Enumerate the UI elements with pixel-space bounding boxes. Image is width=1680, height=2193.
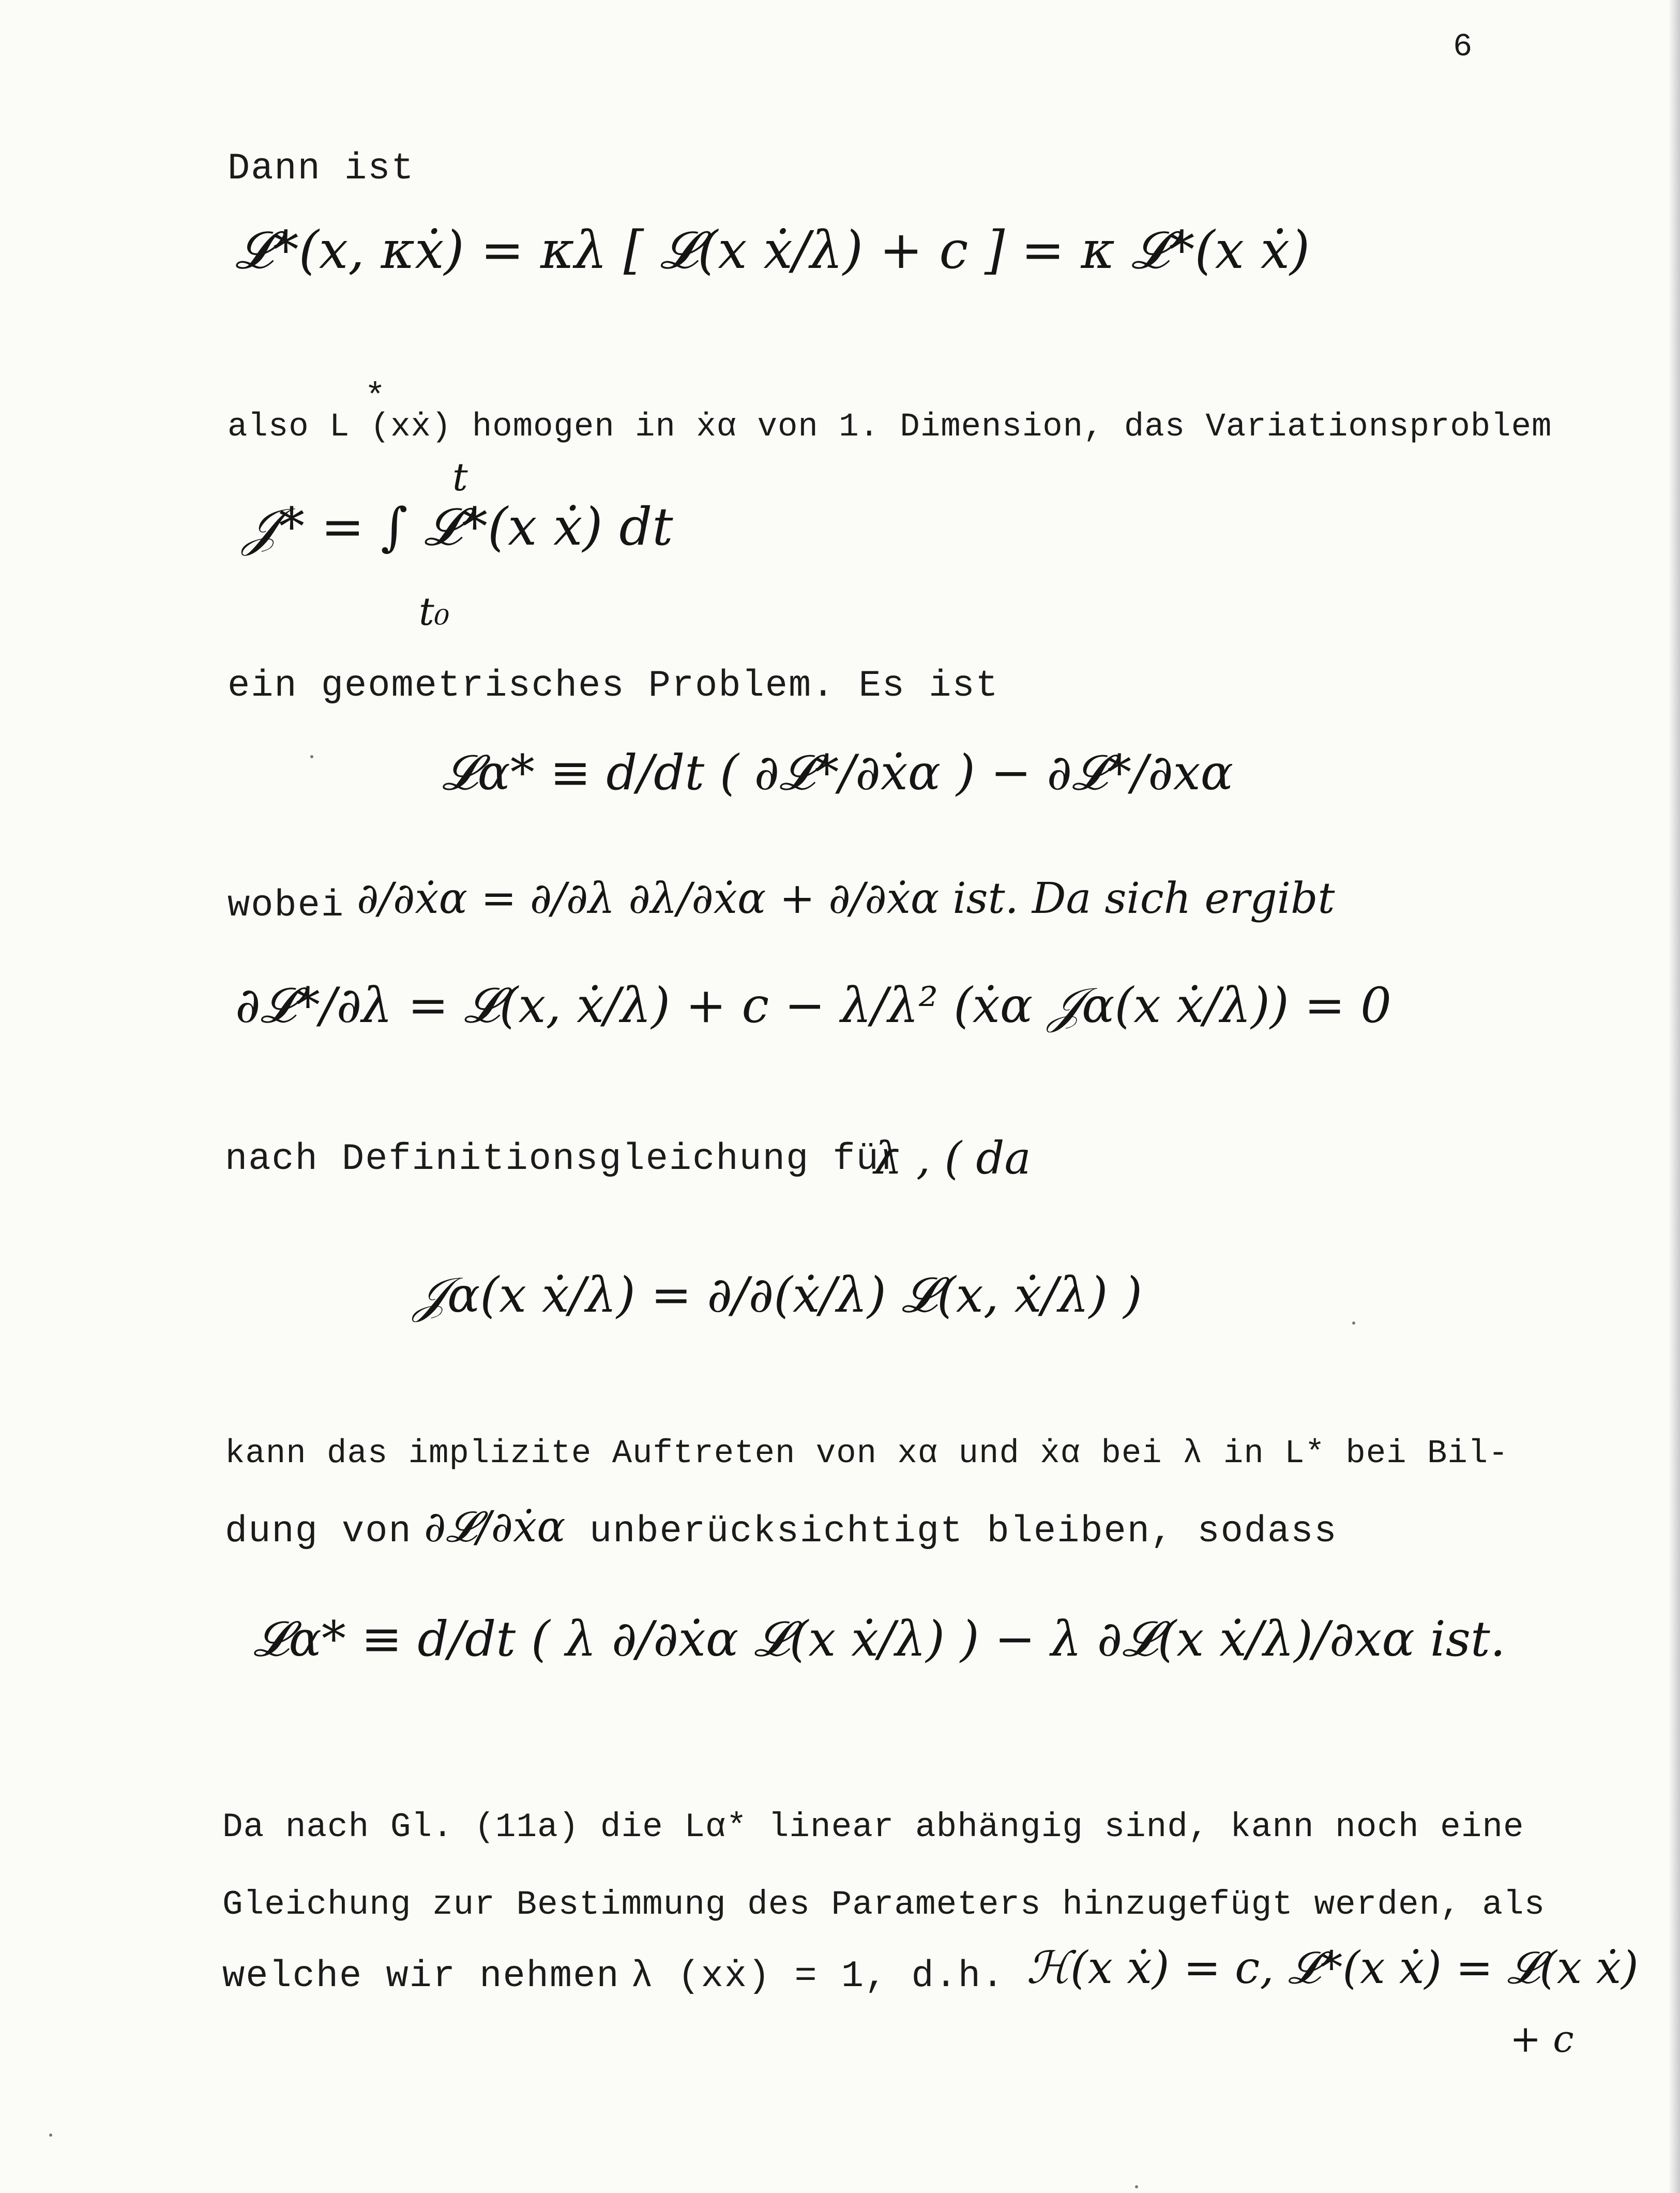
equation-lagrange-final: 𝓛α* ≡ d/dt ( λ ∂/∂ẋα 𝓛(x ẋ/λ) ) − λ ∂𝓛(x ẋ/λ)/∂xα ist. (253, 1611, 1506, 1668)
text-dung-von: dung von (225, 1510, 412, 1553)
equation-plus-c: + c (1510, 2017, 1574, 2061)
equation-hamiltonian: ℋ(x ẋ) = c, 𝓛*(x ẋ) = 𝓛(x ẋ) (1026, 1942, 1639, 1994)
speck (49, 2134, 52, 2137)
text-unberuecksichtigt: unberücksichtigt bleiben, sodass (589, 1510, 1338, 1553)
speck (1352, 1321, 1355, 1325)
text-line-geometrisches: ein geometrisches Problem. Es ist (228, 665, 999, 707)
star-superscript: * (365, 378, 387, 417)
text-line-implizite: kann das implizite Auftreten von xα und ẋα bei λ in L* bei Bil- (225, 1435, 1509, 1473)
text-lambda-equals-one: λ (xẋ) = 1, d.h. (631, 1955, 1005, 1997)
text-welche-wir-nehmen: welche wir nehmen (222, 1955, 620, 1997)
equation-homogeneity: 𝓛*(x, κẋ) = κλ [ 𝓛(x ẋ/λ) + c ] = κ 𝓛*(x ẋ) (235, 220, 1310, 280)
equation-variational-integral: 𝒥* = ∫ 𝓛*(x ẋ) dt (243, 497, 673, 557)
text-lambda-da: λ , ( da (874, 1133, 1031, 1184)
page-edge-shadow (1669, 0, 1680, 2193)
text-line-linear-abhaengig: Da nach Gl. (11a) die Lα* linear abhängig sind, kann noch eine (222, 1808, 1524, 1846)
integral-lower-limit: t₀ (419, 590, 450, 634)
equation-lambda-derivative: ∂𝓛*/∂λ = 𝓛(x, ẋ/λ) + c − λ/λ² (ẋα 𝒥α(x ẋ/λ)) = 0 (235, 978, 1391, 1034)
text-line-definitionsgleichung: nach Definitionsgleichung für (225, 1138, 903, 1180)
speck (310, 755, 313, 758)
equation-chain-rule: ∂/∂ẋα = ∂/∂λ ∂λ/∂ẋα + ∂/∂ẋα ist. Da sich ergibt (357, 874, 1335, 923)
integral-upper-limit: t (452, 455, 468, 500)
equation-j-alpha: 𝒥α(x ẋ/λ) = ∂/∂(ẋ/λ) 𝓛(x, ẋ/λ) ) (414, 1267, 1142, 1324)
speck (1135, 2185, 1138, 2188)
text-line-homogen: also L (xẋ) homogen in ẋα von 1. Dimension, das Variationsproblem (228, 409, 1552, 446)
page-number: 6 (1453, 28, 1474, 65)
text-line-bestimmung: Gleichung zur Bestimmung des Parameters hinzugefügt werden, als (222, 1885, 1546, 1924)
equation-lagrange-derivative: 𝓛α* ≡ d/dt ( ∂𝓛*/∂ẋα ) − ∂𝓛*/∂xα (442, 745, 1234, 801)
text-wobei: wobei (228, 884, 345, 927)
text-line-dann-ist: Dann ist (228, 147, 415, 190)
equation-partial-l: ∂𝓛/∂ẋα (424, 1503, 566, 1552)
